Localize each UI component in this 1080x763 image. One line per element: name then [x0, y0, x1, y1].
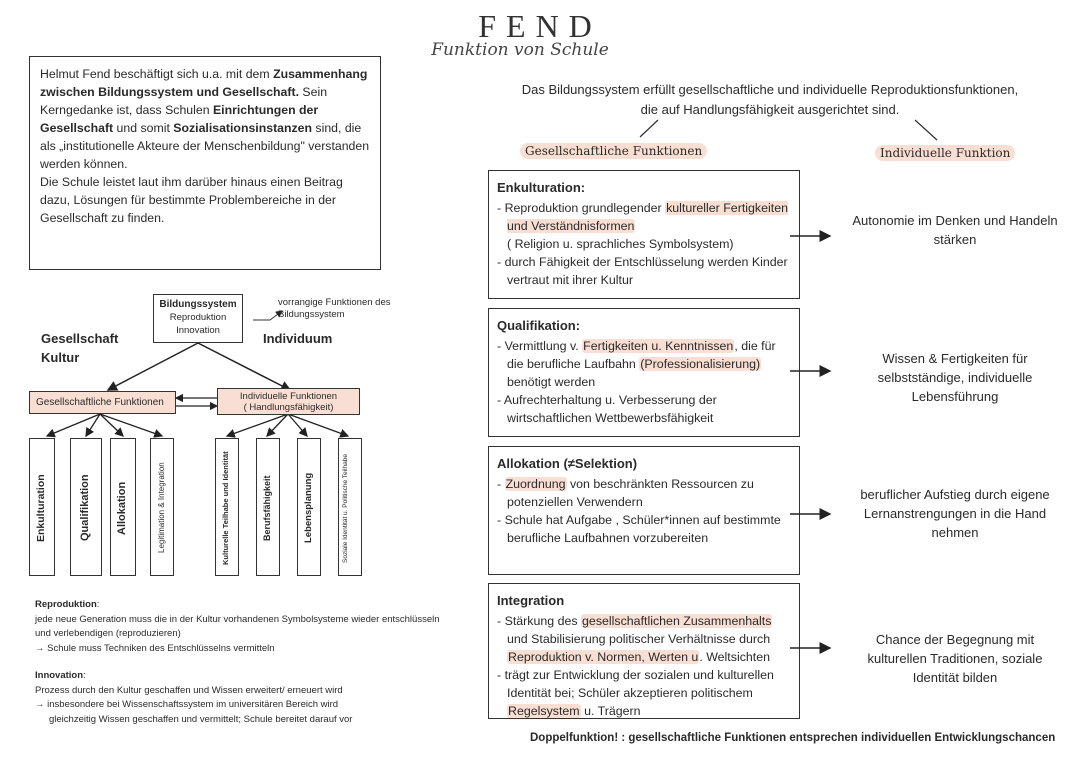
card-title: Integration [497, 593, 565, 608]
intro-paragraph-1: Helmut Fend beschäftigt sich u.a. mit dem Zusammenhang zwischen Bildungssystem und Gesellschaft. Sein Kerngedanke ist, dass Schulen Einrichtungen der Gesellschaft und somit Sozialisationsinstanzen sind, die als „institutionelle Akteure der Menschenbildung" verstanden werden können. [40, 67, 370, 171]
intro-paragraph-2: Die Schule leistet laut ihm darüber hinaus einen Beitrag dazu, Lösungen für bestimmte Problembereiche in der Gesellschaft zu finden. [40, 175, 343, 225]
card-point: - Vermittlung v. Fertigkeiten u. Kenntnissen, die für die berufliche Laufbahn (Professionalisierung) benötigt werden [497, 339, 776, 389]
card-point: - Schule hat Aufgabe , Schüler*innen auf bestimmte berufliche Laufbahnen vorzubereiten [497, 513, 781, 545]
diagram-note: vorrangige Funktionen des Bildungssystem [278, 297, 391, 320]
result-integration: Chance der Begegnung mit kulturellen Traditionen, soziale Identität bilden [867, 632, 1043, 685]
column-head-societal: Gesellschaftliche Funktionen [520, 142, 707, 160]
card-allokation [488, 446, 800, 575]
vbox-qualifikation: Qualifikation [70, 438, 102, 576]
individual-functions-box: Individuelle Funktionen ( Handlungsfähigkeit) [217, 388, 360, 415]
card-qualifikation [488, 308, 800, 437]
card-enkulturation [488, 170, 800, 299]
notes-heading: Reproduktion [35, 599, 97, 610]
footer-summary: Doppelfunktion! : gesellschaftliche Funktionen entsprechen individuellen Entwicklungschancen [530, 732, 1056, 744]
column-head-individual: Individuelle Funktion [875, 144, 1015, 162]
card-title: Enkulturation: [497, 180, 586, 195]
card-integration [488, 583, 800, 719]
card-title: Qualifikation: [497, 318, 581, 333]
page-title: FEND [478, 8, 602, 44]
notes-heading: Innovation [35, 670, 84, 681]
diagram-left-label: Gesellschaft Kultur [41, 331, 119, 365]
card-point: - Aufrechterhaltung u. Verbesserung der wirtschaftlichen Wettbewerbsfähigkeit [497, 393, 717, 425]
result-enkulturation: Autonomie im Denken und Handeln stärken [852, 213, 1058, 247]
notes-innovation: Innovation: Prozess durch den Kultur geschaffen und Wissen erweitert/ erneuert wird → insbesondere bei Wissenschaftssystem im universitären Bereich wird gleichzeitig Wissen geschaffen und vermittelt; Schule bereitet darauf vor [35, 670, 353, 725]
diagram-right-label: Individuum [263, 331, 333, 346]
diagram-top-box: Bildungssystem Reproduktion Innovation [153, 294, 243, 343]
vbox-kulturelle-teilhabe: Kulturelle Teilhabe und Identität [215, 438, 239, 576]
vbox-berufsfaehigkeit: Berufsfähigkeit [256, 438, 280, 576]
card-point: - Stärkung des gesellschaftlichen Zusammenhalts und Stabilisierung politischer Verhältnisse durch Reproduktion v. Normen, Werten u. Weltsichten [497, 614, 772, 664]
card-arrows [785, 0, 845, 763]
vbox-allokation: Allokation [110, 438, 136, 576]
page-subtitle: Funktion von Schule [431, 40, 609, 60]
societal-functions-box: Gesellschaftliche Funktionen [29, 391, 176, 414]
card-title: Allokation (≠Selektion) [497, 456, 638, 471]
result-allokation: beruflicher Aufstieg durch eigene Lernanstrengungen in die Hand nehmen [860, 487, 1050, 540]
result-qualifikation: Wissen & Fertigkeiten für selbstständige, individuelle Lebensführung [877, 351, 1033, 404]
vbox-enkulturation: Enkulturation [29, 438, 55, 576]
card-point: - Zuordnung von beschränkten Ressourcen zu potenziellen Verwendern [497, 477, 754, 509]
notes-reproduktion: Reproduktion: jede neue Generation muss die in der Kultur vorhandenen Symbolsysteme wieder entschlüsseln und verlebendigen (reproduzieren) → Schule muss Techniken des Entschlüsselns vermitteln [35, 599, 440, 654]
card-point: - durch Fähigkeit der Entschlüsselung werden Kinder vertraut mit ihrer Kultur [497, 255, 788, 287]
vbox-legitimation: Legitimation & Integration [150, 438, 174, 576]
card-point: - trägt zur Entwicklung der sozialen und kulturellen Identität bei; Schüler akzeptieren politischem Regelsystem u. Trägern [497, 668, 774, 718]
lead-text: Das Bildungssystem erfüllt gesellschaftliche und individuelle Reproduktionsfunktionen, die auf Handlungsfähigkeit ausgerichtet sind. [521, 82, 1019, 117]
vbox-soziale-identitaet: Soziale Identität u. Politische Teilhabe [338, 438, 362, 576]
vbox-lebensplanung: Lebensplanung [297, 438, 321, 576]
card-point: ( Religion u. sprachliches Symbolsystem) [507, 237, 734, 251]
card-point: - Reproduktion grundlegender kultureller Fertigkeiten und Verständnisformen [497, 201, 788, 233]
